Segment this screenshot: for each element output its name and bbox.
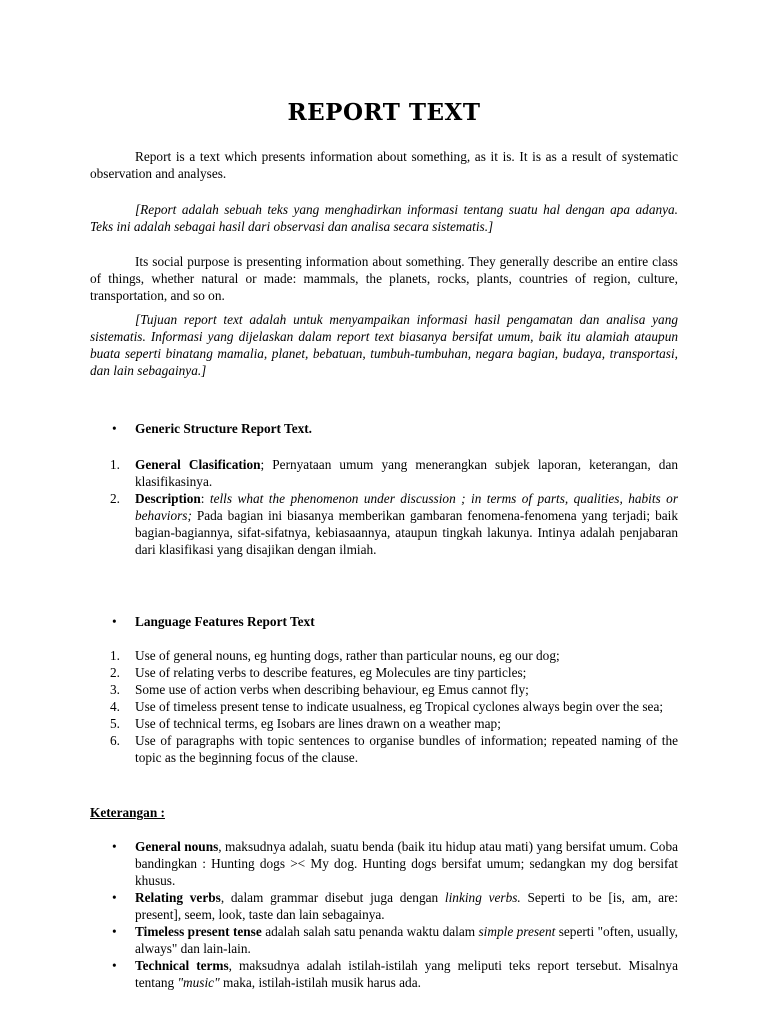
list-item bbox=[90, 732, 678, 766]
list-item bbox=[90, 838, 678, 889]
item-text: Some use of action verbs when describing behaviour, eg Emus cannot fly; bbox=[135, 682, 529, 697]
list-item bbox=[90, 456, 678, 490]
item-italic-text: tells what the phenomenon under discussion ; in terms of parts, qualities, habits or behaviors; bbox=[135, 491, 678, 523]
bullet-icon: • bbox=[112, 958, 117, 973]
item-text: adalah salah satu penanda waktu dalam bbox=[261, 924, 479, 939]
list-item bbox=[90, 889, 678, 923]
generic-structure-list bbox=[90, 456, 678, 558]
list-number: 3. bbox=[110, 682, 120, 697]
item-text: Use of technical terms, eg Isobars are lines drawn on a weather map; bbox=[135, 716, 501, 731]
purpose-text: Its social purpose is presenting information about something. They generally describe an entire class of things, whether natural or made: mammals, the planets, rocks, plants, countries of region, culture, transportation, and so on. bbox=[90, 254, 678, 303]
item-italic-text: simple present bbox=[478, 924, 556, 939]
list-item bbox=[90, 681, 678, 698]
notes-heading-text: Keterangan : bbox=[90, 805, 165, 820]
item-text: , maksudnya adalah, suatu benda (baik itu hidup atau mati) yang bersifat umum. Coba bandingkan : Hunting dogs >< My dog. Hunting dogs bersifat umum; sedangkan my dog bersifat khusus. bbox=[135, 839, 678, 888]
notes-list bbox=[90, 838, 678, 991]
list-number: 6. bbox=[110, 733, 120, 748]
term-separator: : bbox=[200, 491, 210, 506]
term: Timeless present tense bbox=[135, 924, 262, 939]
bullet-icon: • bbox=[112, 924, 117, 939]
notes-heading bbox=[90, 804, 678, 821]
term: Description bbox=[135, 491, 201, 506]
list-item bbox=[90, 490, 678, 558]
bullet-icon: • bbox=[112, 614, 117, 629]
language-features-heading-text: Language Features Report Text bbox=[135, 614, 315, 629]
item-text: Use of paragraphs with topic sentences to organise bundles of information; repeated naming of the topic as the beginning focus of the clause. bbox=[135, 733, 678, 765]
purpose-paragraph bbox=[90, 253, 678, 304]
item-text: seperti "often, usually, always" dan lain-lain. bbox=[135, 924, 678, 956]
term-separator: ; bbox=[260, 457, 265, 472]
intro-paragraph bbox=[90, 148, 678, 182]
item-text: , dalam grammar disebut juga dengan bbox=[220, 890, 445, 905]
item-text: Seperti to be [is, am, are: present], seem, look, taste dan lain sebagainya. bbox=[135, 890, 679, 922]
list-number: 2. bbox=[110, 491, 120, 506]
term: Technical terms bbox=[135, 958, 229, 973]
item-text: Use of timeless present tense to indicate usualness, eg Tropical cyclones always begin over the sea; bbox=[135, 699, 664, 714]
list-item bbox=[90, 957, 678, 991]
item-italic-text: linking verbs. bbox=[444, 890, 521, 905]
list-item bbox=[90, 647, 678, 664]
language-features-list bbox=[90, 647, 678, 766]
list-number: 5. bbox=[110, 716, 120, 731]
list-item bbox=[90, 664, 678, 681]
item-italic-text: "music" bbox=[177, 975, 220, 990]
item-text: maka, istilah-istilah musik harus ada. bbox=[219, 975, 421, 990]
generic-structure-heading-text: Generic Structure Report Text. bbox=[135, 421, 313, 436]
list-number: 1. bbox=[110, 648, 120, 663]
intro-translation bbox=[90, 201, 678, 235]
intro-text: Report is a text which presents information about something, as it is. It is as a result of systematic observation and analyses. bbox=[90, 149, 678, 181]
page-title: REPORT TEXT bbox=[287, 99, 481, 126]
bullet-icon: • bbox=[112, 890, 117, 905]
item-text: Use of general nouns, eg hunting dogs, rather than particular nouns, eg our dog; bbox=[135, 648, 560, 663]
list-number: 1. bbox=[110, 457, 120, 472]
item-text: Pada bagian ini biasanya memberikan gambaran fenomena-fenomena yang terjadi; baik bagian-bagiannya, sifat-sifatnya, kebiasaannya, ataupun tingkah lakunya. Intinya adalah penjabaran dari klasifikasi yang disajikan dengan ilmiah. bbox=[135, 508, 678, 557]
item-text: , maksudnya adalah istilah-istilah yang meliputi teks report tersebut. Misalnya tentang bbox=[135, 958, 678, 990]
purpose-translation-text: [Tujuan report text adalah untuk menyampaikan informasi hasil pengamatan dan analisa yang sistematis. Informasi yang dijelaskan dalam report text biasanya bersifat umum, baik itu alamiah ataupun buata seperti binatang mamalia, planet, bebatuan, tumbuh-tumbuhan, negara bagian, budaya, transportasi, dan lain sebagainya.] bbox=[90, 312, 678, 378]
purpose-translation bbox=[90, 311, 678, 379]
list-item bbox=[90, 715, 678, 732]
bullet-icon: • bbox=[112, 839, 117, 854]
item-text: Use of relating verbs to describe features, eg Molecules are tiny particles; bbox=[135, 665, 527, 680]
list-item bbox=[90, 923, 678, 957]
list-item bbox=[90, 698, 678, 715]
term: Relating verbs bbox=[135, 890, 221, 905]
intro-translation-text: [Report adalah sebuah teks yang menghadirkan informasi tentang suatu hal dengan apa adanya. Teks ini adalah sebagai hasil dari observasi dan analisa secara sistematis.] bbox=[90, 202, 678, 234]
list-number: 4. bbox=[110, 699, 120, 714]
list-number: 2. bbox=[110, 665, 120, 680]
term: General nouns bbox=[135, 839, 219, 854]
term: General Clasification bbox=[135, 457, 261, 472]
item-text: Pernyataan umum yang menerangkan subjek laporan, keterangan, dan klasifikasinya. bbox=[135, 457, 679, 489]
bullet-icon: • bbox=[112, 421, 117, 436]
